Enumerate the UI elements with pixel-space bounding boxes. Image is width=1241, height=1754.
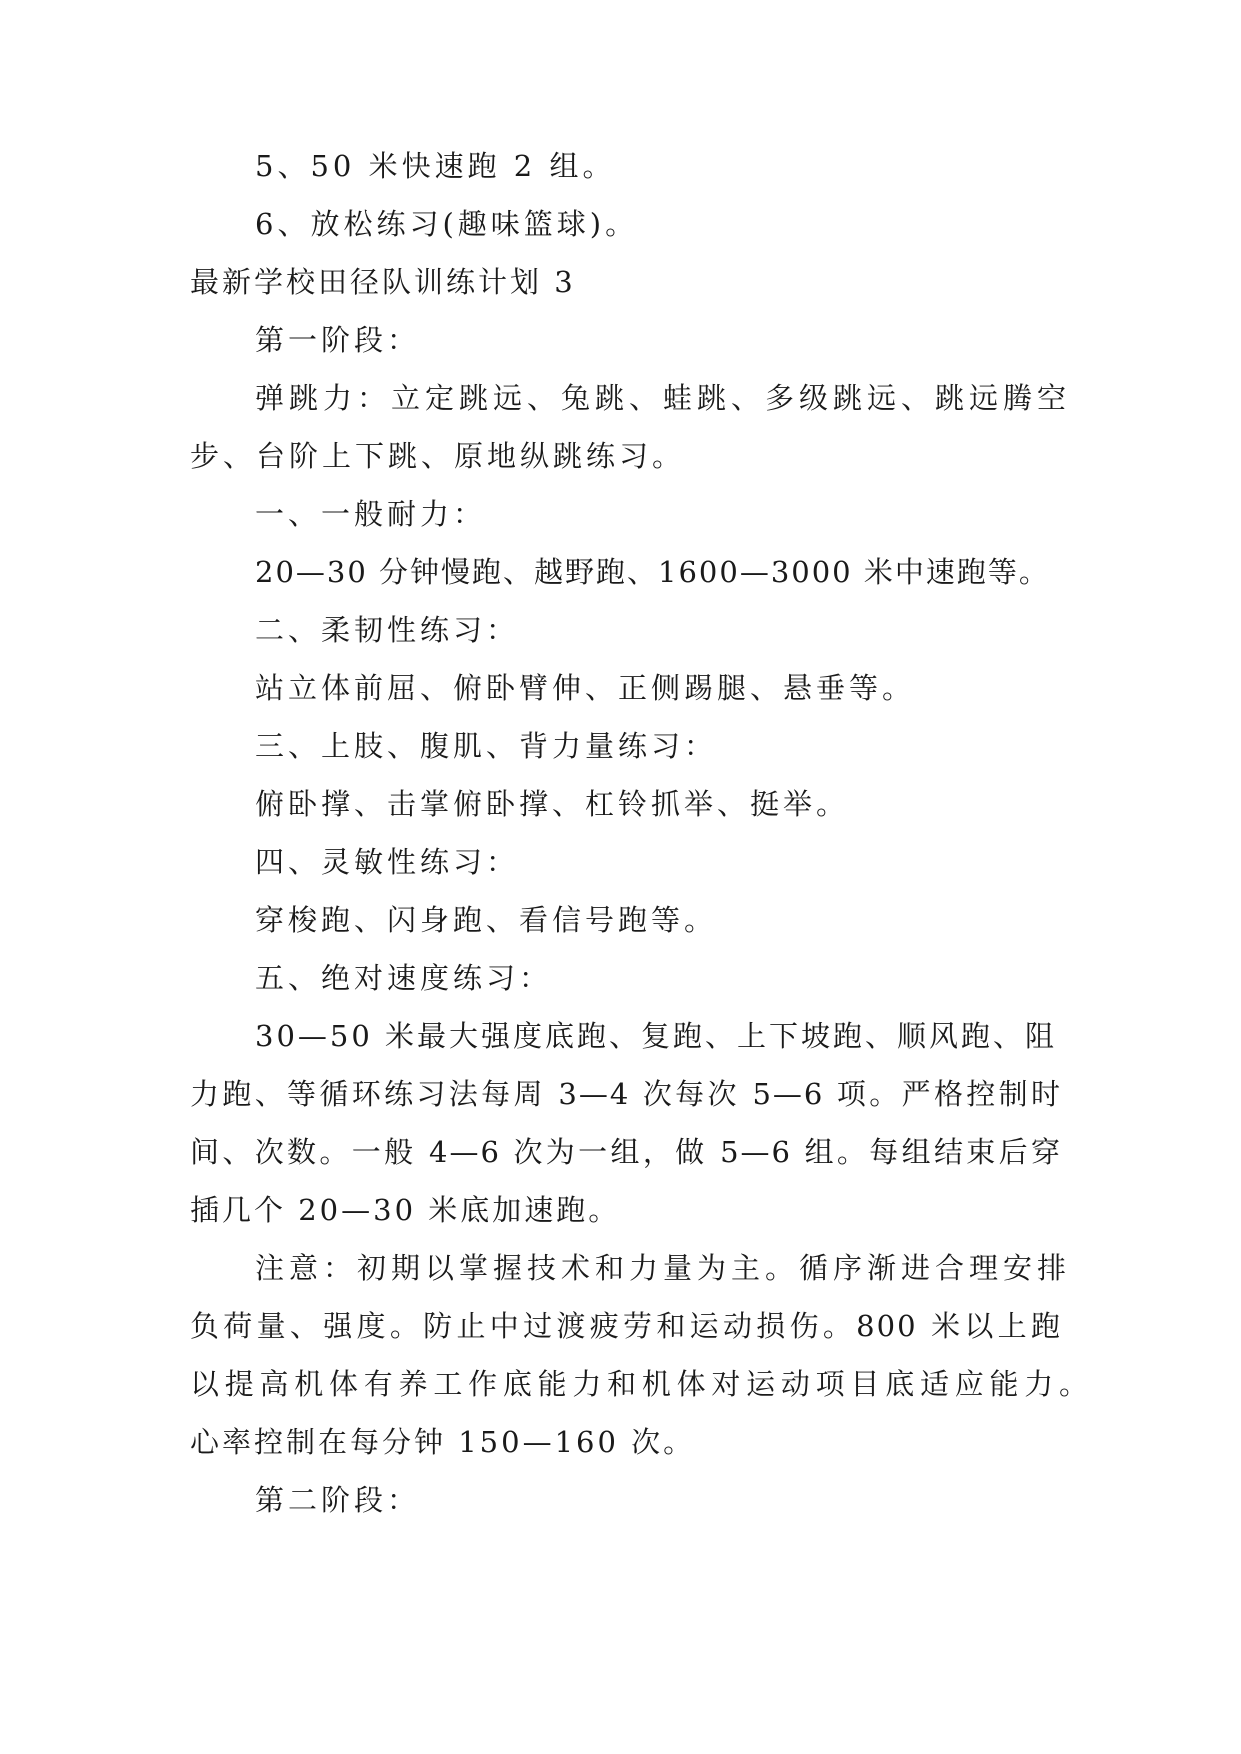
text-line: 负荷量、强度。防止中过渡疲劳和运动损伤。800 米以上跑 (190, 1309, 1062, 1343)
text-line: 穿梭跑、闪身跑、看信号跑等。 (255, 903, 718, 937)
text-line: 第二阶段： (255, 1483, 421, 1517)
text-line: 二、柔韧性练习： (255, 613, 520, 647)
text-line: 力跑、等循环练习法每周 3—4 次每次 5—6 项。严格控制时 (190, 1077, 1062, 1111)
text-line: 20—30 分钟慢跑、越野跑、1600—3000 米中速跑等。 (255, 555, 1050, 589)
text-line: 五、绝对速度练习： (255, 961, 553, 995)
text-line: 以提高机体有养工作底能力和机体对运动项目底适应能力。 (190, 1367, 1090, 1401)
text-line: 插几个 20—30 米底加速跑。 (190, 1193, 621, 1227)
text-line: 5、50 米快速跑 2 组。 (255, 149, 616, 183)
text-line: 30—50 米最大强度底跑、复跑、上下坡跑、顺风跑、阻 (255, 1019, 1058, 1053)
text-line: 第一阶段： (255, 323, 421, 357)
text-line: 间、次数。一般 4—6 次为一组，做 5—6 组。每组结束后穿 (190, 1135, 1062, 1169)
text-line: 6、放松练习(趣味篮球)。 (255, 207, 639, 241)
text-line: 三、上肢、腹肌、背力量练习： (255, 729, 718, 763)
text-line: 四、灵敏性练习： (255, 845, 520, 879)
text-line: 心率控制在每分钟 150—160 次。 (190, 1425, 696, 1459)
text-line: 俯卧撑、击掌俯卧撑、杠铃抓举、挺举。 (255, 787, 850, 821)
text-line: 弹跳力：立定跳远、兔跳、蛙跳、多级跳远、跳远腾空 (255, 381, 1072, 415)
section-heading: 最新学校田径队训练计划 3 (190, 265, 576, 299)
text-line: 一、一般耐力： (255, 497, 487, 531)
text-line: 步、台阶上下跳、原地纵跳练习。 (190, 439, 686, 473)
text-line: 站立体前屈、俯卧臂伸、正侧踢腿、悬垂等。 (255, 671, 916, 705)
text-line: 注意：初期以掌握技术和力量为主。循序渐进合理安排 (255, 1251, 1072, 1285)
